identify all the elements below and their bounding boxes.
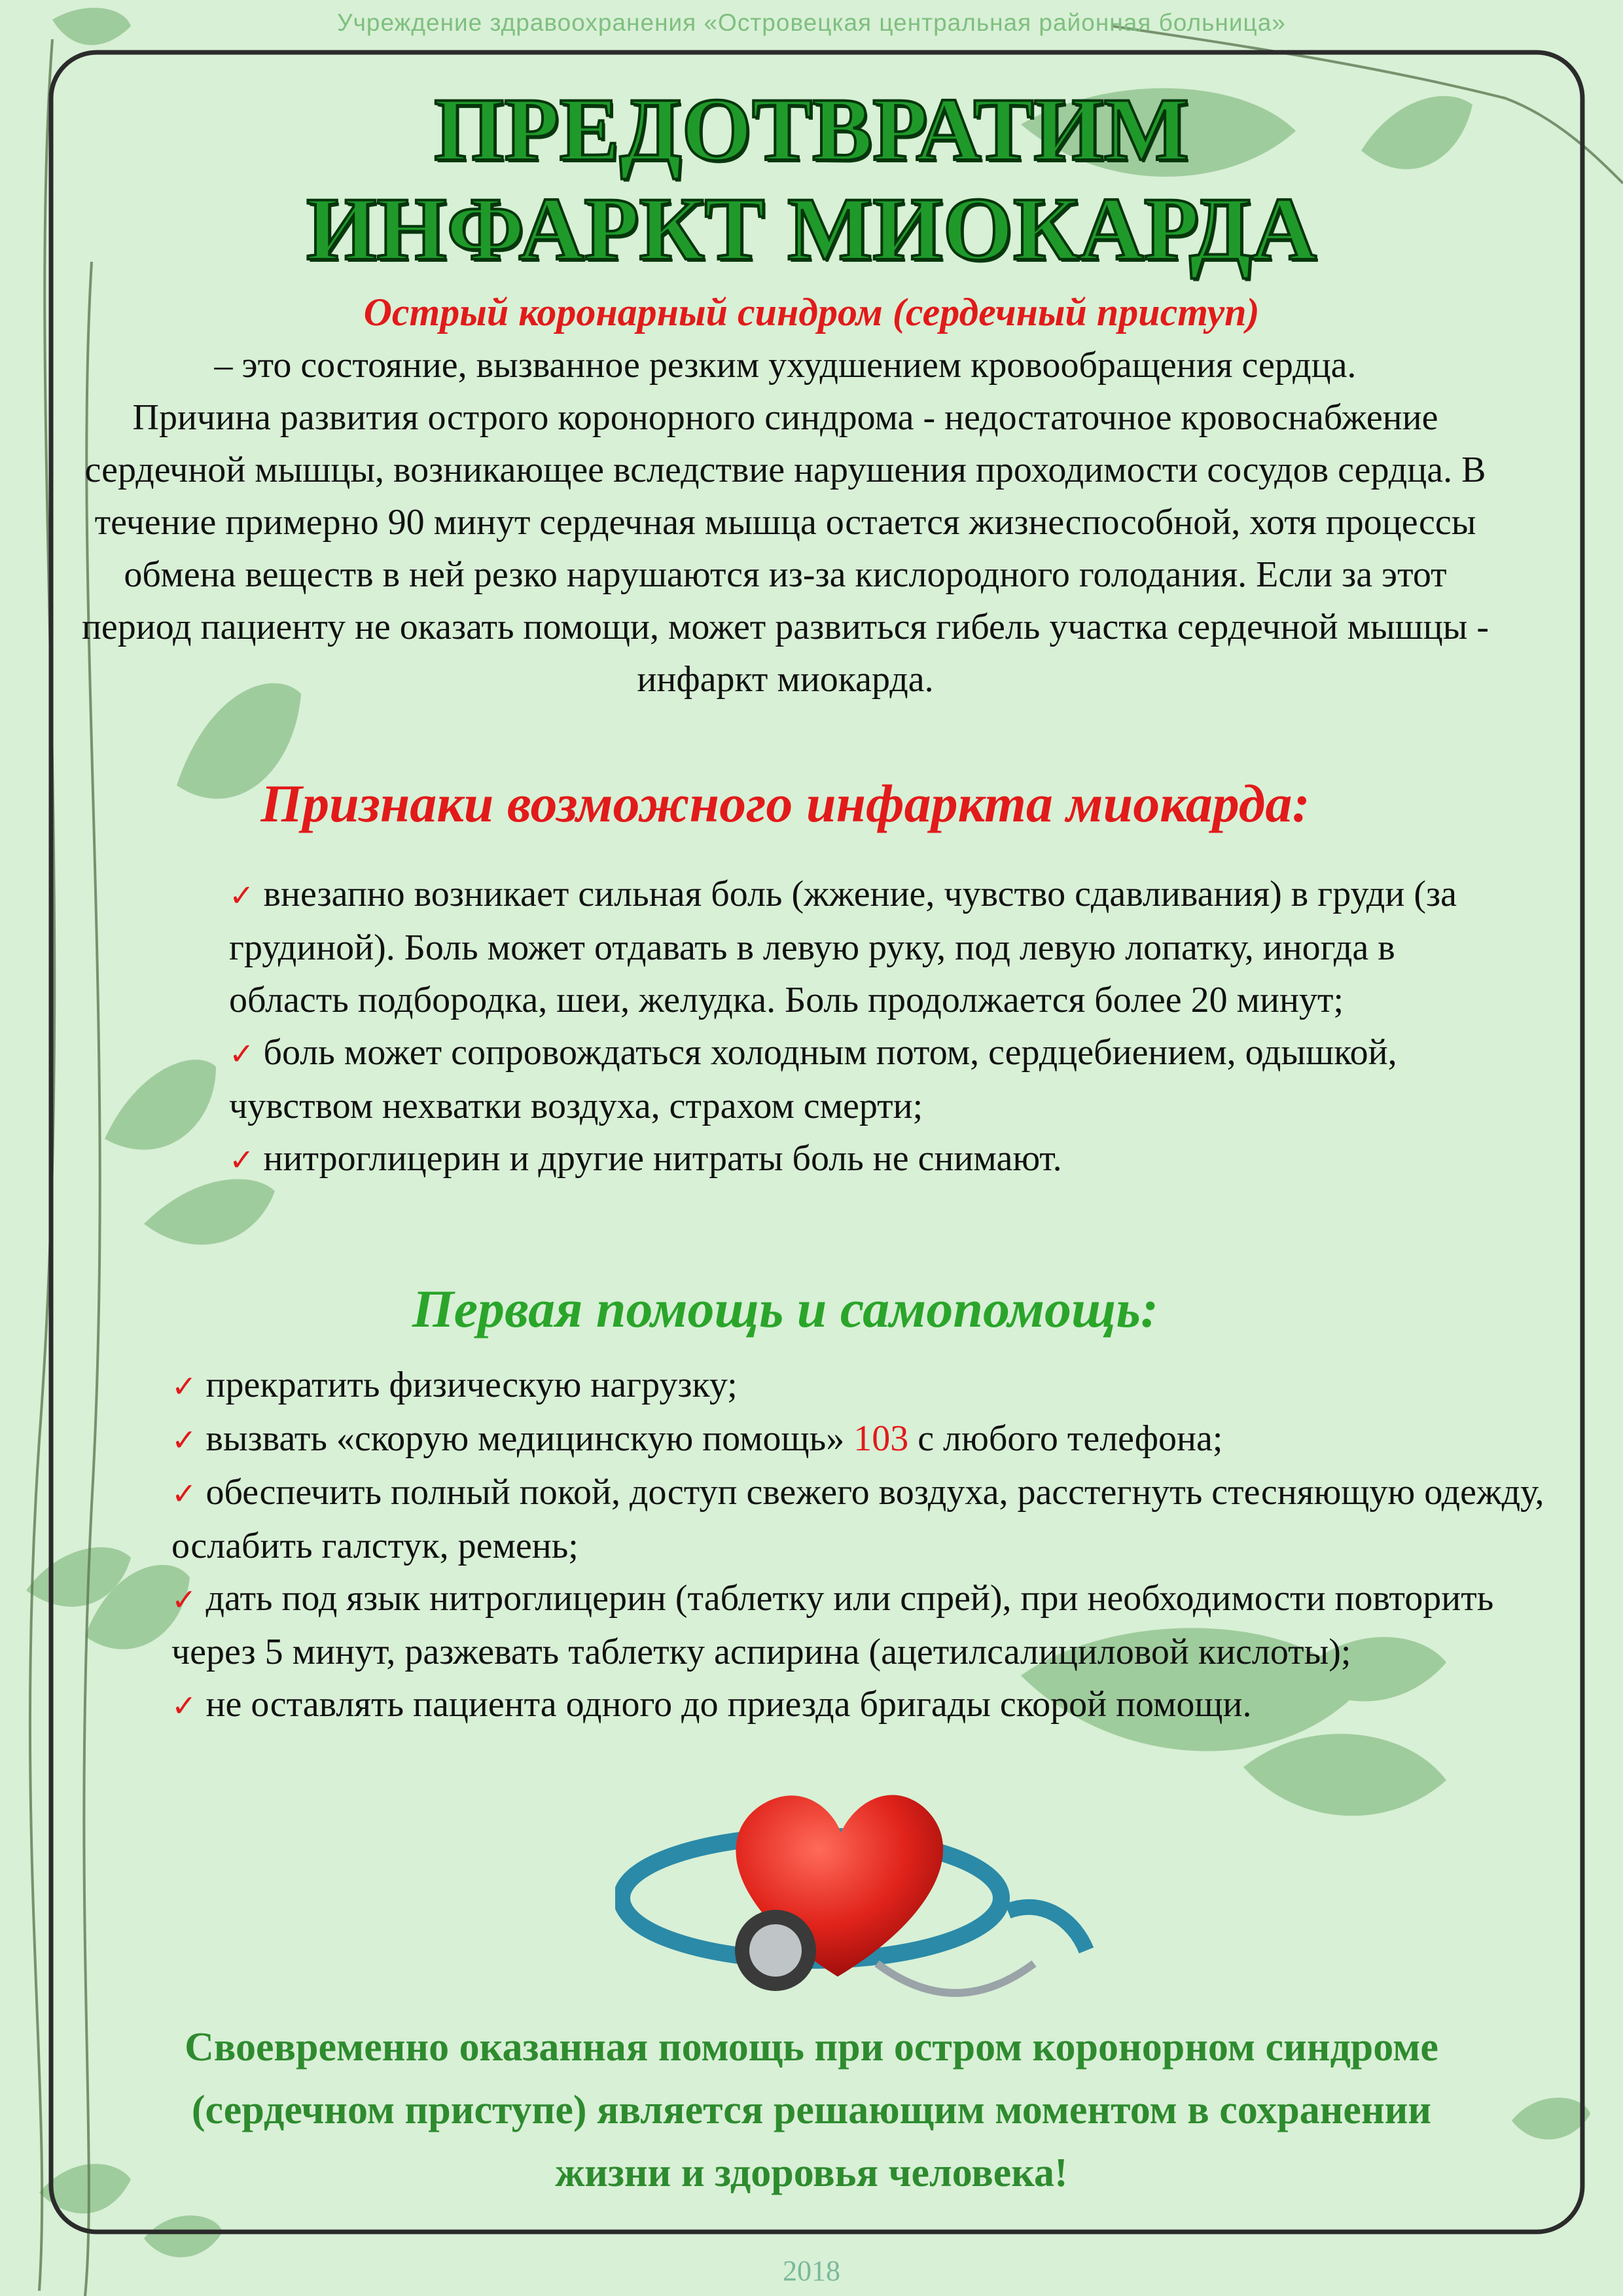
list-item bbox=[171, 1359, 1578, 1412]
heart-with-stethoscope-illustration bbox=[615, 1767, 1113, 2042]
footer-year: 2018 bbox=[783, 2255, 840, 2287]
check-mark-icon: ✓ bbox=[171, 1688, 197, 1723]
intro-body: Причина развития острого коронорного синдрома - недостаточное кровоснабжение сердечной мышцы, возникающее вследствие нарушения проходимости сосудов сердца. В течение примерно 90 минут сердечная мышца остается жизнеспособной, хотя процессы обмена веществ в ней резко нарушаются из-за кислородного голодания. Если за этот период пациенту не оказать помощи, может развиться гибель участка сердечной мышцы - инфаркт миокарда. bbox=[81, 397, 1489, 700]
sign-text: внезапно возникает сильная боль (жжение, чувство сдавливания) в груди (за грудиной). Боль может отдавать в левую руку, под левую лопатку, иногда в область подбородка, шеи, желудка. Боль продолжается более 20 минут; bbox=[229, 874, 1457, 1020]
aid-text: с любого телефона; bbox=[918, 1418, 1223, 1459]
signs-list bbox=[229, 868, 1459, 1186]
list-item bbox=[229, 868, 1459, 1026]
list-item bbox=[171, 1412, 1578, 1466]
closing-line-1: Своевременно оказанная помощь при остром коронорном синдроме bbox=[185, 2025, 1438, 2070]
check-mark-icon: ✓ bbox=[171, 1369, 197, 1404]
list-item bbox=[229, 1026, 1459, 1132]
check-mark-icon: ✓ bbox=[171, 1422, 197, 1458]
check-mark-icon: ✓ bbox=[171, 1476, 197, 1511]
aid-text: вызвать «скорую медицинскую помощь» bbox=[205, 1418, 845, 1459]
closing-line-3: жизни и здоровья человека! bbox=[555, 2151, 1068, 2195]
sign-text: нитроглицерин и другие нитраты боль не снимают. bbox=[263, 1138, 1062, 1179]
emergency-number: 103 bbox=[853, 1418, 909, 1459]
list-item bbox=[229, 1132, 1459, 1186]
aid-text: дать под язык нитроглицерин (таблетку или спрей), при необходимости повторить через 5 минут, разжевать таблетку аспирина (ацетилсалициловой кислоты); bbox=[171, 1578, 1494, 1672]
list-item bbox=[171, 1466, 1578, 1572]
aid-text: не оставлять пациента одного до приезда бригады скорой помощи. bbox=[205, 1684, 1252, 1725]
intro-definition: – это состояние, вызванное резким ухудшением кровообращения сердца. bbox=[214, 345, 1357, 386]
page-title-line-2: ИНФАРКТ МИОКАРДА bbox=[306, 179, 1317, 279]
aid-text: обеспечить полный покой, доступ свежего воздуха, расстегнуть стесняющую одежду, ослабить галстук, ремень; bbox=[171, 1472, 1544, 1566]
check-mark-icon: ✓ bbox=[229, 1142, 255, 1177]
closing-statement bbox=[65, 2016, 1558, 2204]
page-title-line-1: ПРЕДОТВРАТИМ bbox=[434, 79, 1189, 179]
closing-line-2: (сердечном приступе) является решающим моментом в сохранении bbox=[191, 2088, 1432, 2132]
intro-text bbox=[79, 339, 1492, 706]
aid-text: прекратить физическую нагрузку; bbox=[205, 1365, 738, 1405]
organization-name: Учреждение здравоохранения «Островецкая центральная районная больница» bbox=[337, 9, 1286, 36]
first-aid-heading: Первая помощь и самопомощь: bbox=[412, 1279, 1159, 1338]
list-item bbox=[171, 1678, 1578, 1732]
list-item bbox=[171, 1572, 1578, 1678]
sign-text: боль может сопровождаться холодным потом, сердцебиением, одышкой, чувством нехватки воздуха, страхом смерти; bbox=[229, 1032, 1397, 1126]
check-mark-icon: ✓ bbox=[229, 1036, 255, 1071]
signs-heading: Признаки возможного инфаркта миокарда: bbox=[260, 774, 1310, 833]
intro-heading: Острый коронарный синдром (сердечный приступ) bbox=[363, 291, 1260, 334]
check-mark-icon: ✓ bbox=[171, 1582, 197, 1617]
first-aid-list bbox=[171, 1359, 1578, 1732]
check-mark-icon: ✓ bbox=[229, 878, 255, 913]
